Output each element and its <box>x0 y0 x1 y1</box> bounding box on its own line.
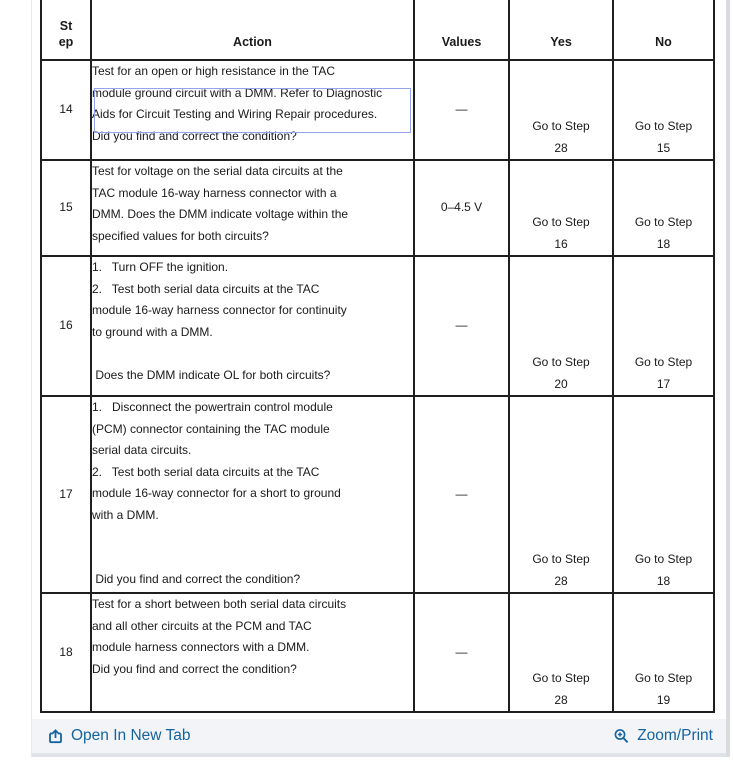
document-viewer <box>31 0 730 757</box>
step-cell <box>41 60 91 160</box>
goto-step-number: 28 <box>554 693 568 707</box>
goto-step-number: 28 <box>554 141 568 155</box>
action-line: specified values for both circuits? <box>92 228 269 243</box>
goto-label: Go to Step <box>634 671 693 685</box>
no-cell <box>613 256 714 396</box>
values-cell <box>414 593 509 712</box>
action-cell <box>91 256 414 396</box>
document-page <box>32 0 726 719</box>
step-header-line2: ep <box>58 35 74 49</box>
values-cell <box>414 396 509 593</box>
action-line: Does the DMM indicate OL for both circuits? <box>92 367 331 382</box>
step-cell <box>41 256 91 396</box>
action-line: Aids for Circuit Testing and Wiring Repair procedures. <box>92 107 378 121</box>
action-cell <box>91 60 414 160</box>
table-row <box>41 593 714 712</box>
yes-cell <box>509 396 613 593</box>
values-cell <box>414 60 509 160</box>
goto-step-number: 18 <box>656 574 671 588</box>
action-line: (PCM) connector containing the TAC module <box>92 421 330 436</box>
action-line: Test for voltage on the serial data circuits at the <box>92 164 343 178</box>
values-cell <box>414 160 509 256</box>
no-cell <box>613 396 714 593</box>
values-text: — <box>455 318 468 333</box>
yes-cell <box>509 256 613 396</box>
goto-step-number: 20 <box>554 377 568 391</box>
step-cell <box>41 396 91 593</box>
step-number: 18 <box>59 644 73 659</box>
goto-label: Go to Step <box>532 355 590 369</box>
action-cell <box>91 160 414 256</box>
no-column-header: No <box>613 0 714 60</box>
open-in-new-tab-icon <box>47 728 64 745</box>
goto-label: Go to Step <box>634 119 693 133</box>
yes-cell <box>509 60 613 160</box>
action-line <box>92 343 413 365</box>
table-row <box>41 396 714 593</box>
step-number: 16 <box>59 318 73 333</box>
step-number: 14 <box>59 102 73 117</box>
goto-label: Go to Step <box>634 355 693 369</box>
step-cell <box>41 160 91 256</box>
action-line: 1. Turn OFF the ignition. <box>92 260 229 274</box>
action-line: to ground with a DMM. <box>92 324 213 339</box>
action-line: with a DMM. <box>92 507 159 522</box>
yes-column-header: Yes <box>509 0 613 60</box>
action-line: Did you find and correct the condition? <box>92 661 297 676</box>
values-text: — <box>455 486 468 501</box>
values-text: 0–4.5 V <box>440 200 483 215</box>
goto-step-number: 15 <box>656 141 671 155</box>
viewer-bottom-strip <box>32 753 726 757</box>
values-cell <box>414 256 509 396</box>
action-line: module ground circuit with a DMM. Refer to Diagnostic <box>92 85 383 100</box>
goto-step-number: 19 <box>656 693 671 707</box>
step-cell <box>41 593 91 712</box>
goto-step-number: 18 <box>656 237 671 251</box>
zoom-in-icon <box>613 728 630 745</box>
action-cell <box>91 593 414 712</box>
table-row <box>41 160 714 256</box>
action-line: 2. Test both serial data circuits at the TAC <box>92 281 320 296</box>
goto-label: Go to Step <box>634 215 693 229</box>
goto-label: Go to Step <box>532 552 590 566</box>
action-line: TAC module 16-way harness connector with a <box>92 185 337 200</box>
action-line: 2. Test both serial data circuits at the TAC <box>92 464 320 479</box>
diagnostic-table <box>40 0 715 713</box>
table-row <box>41 60 714 160</box>
action-cell <box>91 396 414 593</box>
goto-label: Go to Step <box>634 552 693 566</box>
yes-cell <box>509 593 613 712</box>
goto-step-number: 16 <box>554 237 568 251</box>
values-text: — <box>455 644 468 659</box>
action-line <box>92 548 413 570</box>
action-line <box>92 526 413 548</box>
action-line: Test for a short between both serial data circuits <box>92 597 347 611</box>
action-line: module 16-way harness connector for continuity <box>92 303 347 317</box>
zoom-print-link[interactable] <box>613 727 713 745</box>
step-number: 15 <box>59 200 73 215</box>
action-line: and all other circuits at the PCM and TAC <box>92 618 312 633</box>
zoom-print-label: Zoom/Print <box>637 727 713 744</box>
action-line: Did you find and correct the condition? <box>92 128 297 143</box>
action-column-header: Action <box>91 0 414 60</box>
action-line: module harness connectors with a DMM. <box>92 640 310 654</box>
action-line: Did you find and correct the condition? <box>92 572 301 586</box>
table-body <box>41 60 714 712</box>
values-column-header: Values <box>414 0 509 60</box>
yes-cell <box>509 160 613 256</box>
no-cell <box>613 60 714 160</box>
step-column-header <box>41 0 91 60</box>
open-in-new-tab-label: Open In New Tab <box>71 727 191 744</box>
action-line: 1. Disconnect the powertrain control module <box>92 400 333 414</box>
goto-label: Go to Step <box>532 215 590 229</box>
goto-step-number: 28 <box>554 574 568 588</box>
action-line: serial data circuits. <box>92 443 192 457</box>
step-header-line1: St <box>59 19 73 33</box>
table-header-row <box>41 0 714 60</box>
values-text: — <box>455 102 468 117</box>
no-cell <box>613 593 714 712</box>
action-line: Test for an open or high resistance in the TAC <box>92 64 336 78</box>
no-cell <box>613 160 714 256</box>
viewer-footer-bar <box>32 719 726 753</box>
goto-label: Go to Step <box>532 671 590 685</box>
goto-step-number: 17 <box>656 377 671 391</box>
step-number: 17 <box>59 486 73 501</box>
open-in-new-tab-link[interactable] <box>47 727 190 745</box>
action-line: module 16-way connector for a short to ground <box>92 486 341 500</box>
action-line: DMM. Does the DMM indicate voltage within the <box>92 207 349 221</box>
table-row <box>41 256 714 396</box>
goto-label: Go to Step <box>532 119 590 133</box>
